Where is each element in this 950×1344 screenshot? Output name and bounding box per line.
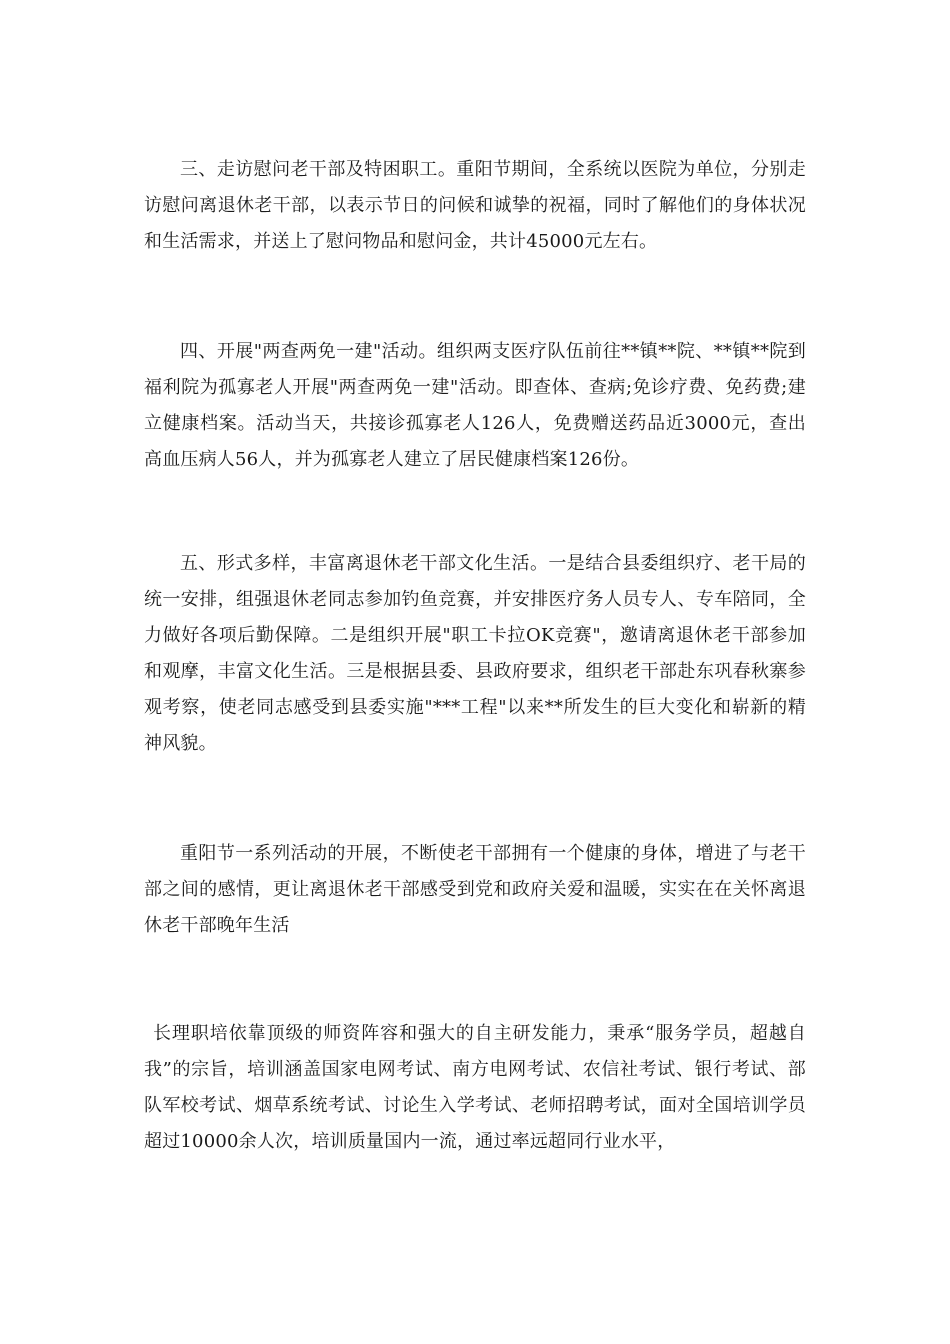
paragraph-summary: 重阳节一系列活动的开展，不断使老干部拥有一个健康的身体，增进了与老干部之间的感情，更让离退休老干部感受到党和政府关爱和温暖，实实在在关怀离退休老干部晚年生活 (144, 843, 806, 936)
paragraph-medical-activity: 四、开展"两查两免一建"活动。组织两支医疗队伍前往**镇**院、**镇**院到福利院为孤寡老人开展"两查两免一建"活动。即查体、查病;免诊疗费、免药费;建立健康档案。活动当天，共接诊孤寡老人126人，免费赠送药品近3000元，查出高血压病人56人，并为孤寡老人建立了居民健康档案126份。 (144, 341, 806, 470)
paragraph-advertisement: 长理职培依靠顶级的师资阵容和强大的自主研发能力，秉承“服务学员，超越自我”的宗旨，培训涵盖国家电网考试、南方电网考试、农信社考试、银行考试、部队军校考试、烟草系统考试、讨论生入学考试、老师招聘考试，面对全国培训学员超过10000余人次，培训质量国内一流，通过率远超同行业水平， (144, 1023, 806, 1152)
paragraph-cultural-life: 五、形式多样，丰富离退休老干部文化生活。一是结合县委组织疗、老干局的统一安排，组强退休老同志参加钓鱼竞赛，并安排医疗务人员专人、专车陪同，全力做好各项后勤保障。二是组织开展"职工卡拉OK竞赛"，邀请离退休老干部参加和观摩，丰富文化生活。三是根据县委、县政府要求，组织老干部赴东巩春秋寨参观考察，使老同志感受到县委实施"***工程"以来**所发生的巨大变化和崭新的精神风貌。 (144, 553, 806, 754)
paragraph-visits: 三、走访慰问老干部及特困职工。重阳节期间，全系统以医院为单位，分别走访慰问离退休老干部，以表示节日的问候和诚挚的祝福，同时了解他们的身体状况和生活需求，并送上了慰问物品和慰问金，共计45000元左右。 (144, 159, 806, 252)
